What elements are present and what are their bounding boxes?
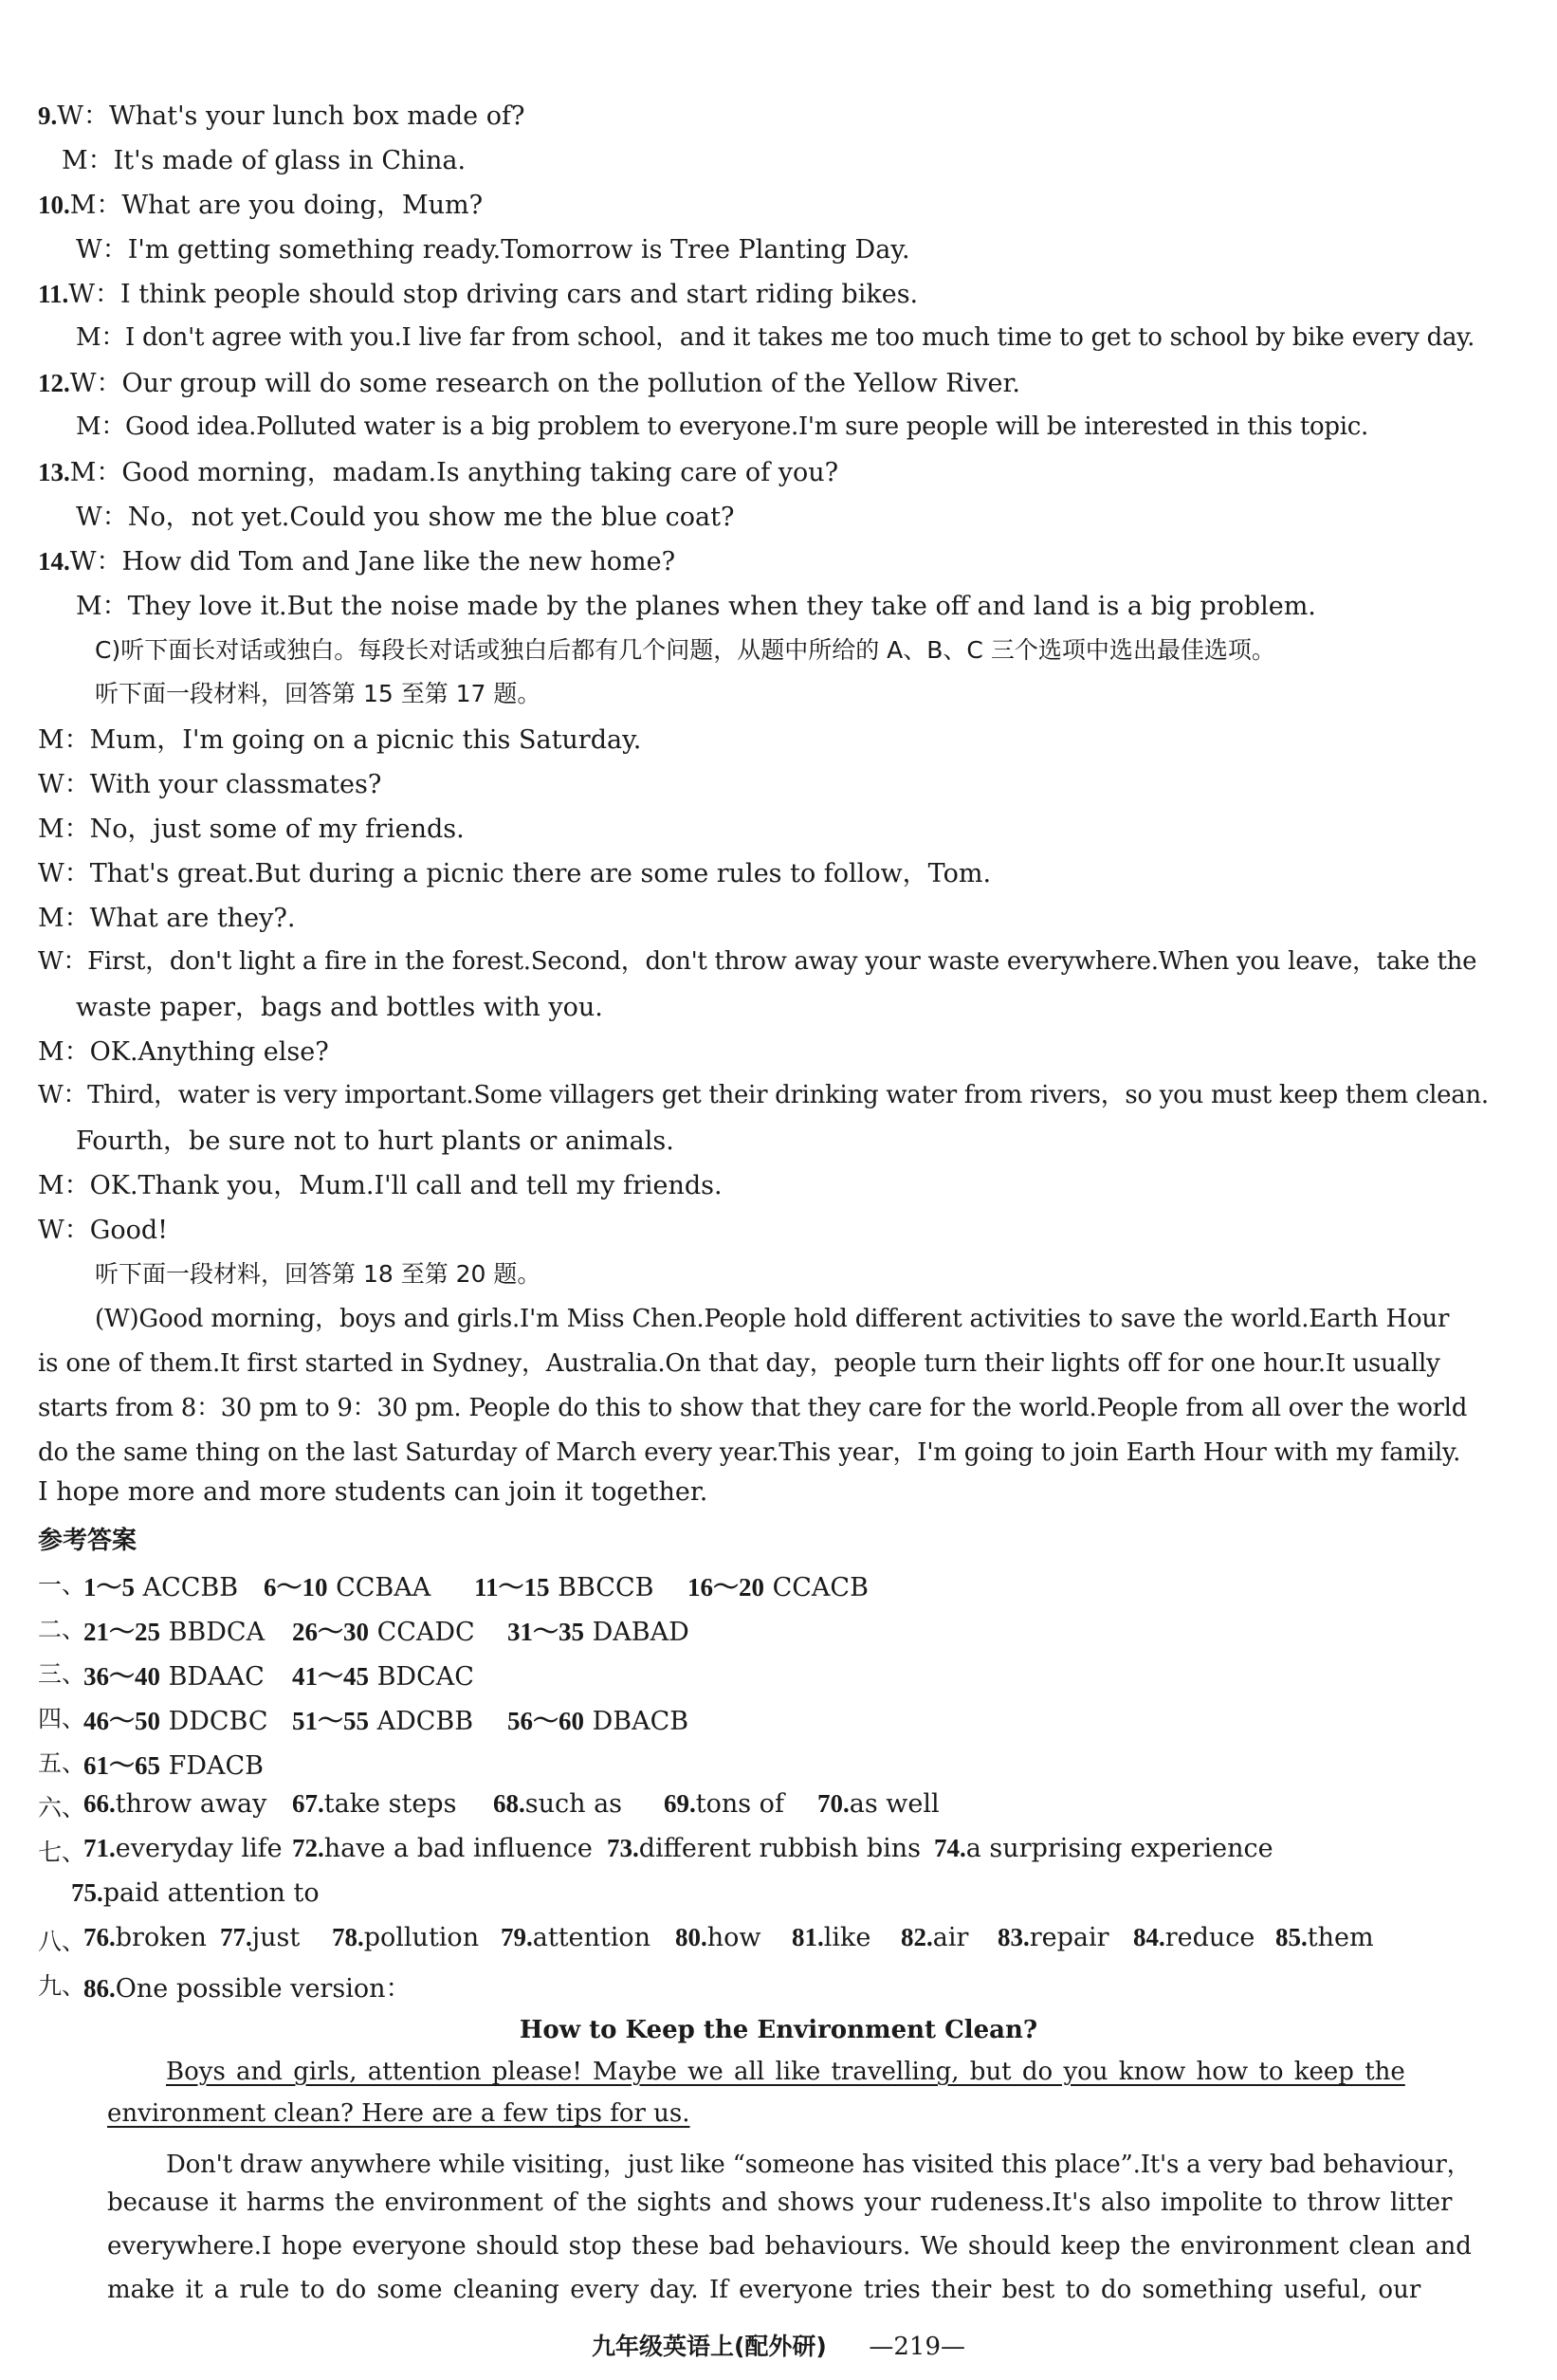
page-footer [0, 2328, 1557, 2362]
item-number: 75. [71, 1878, 103, 1907]
answers-heading: 参考答案 [38, 1527, 137, 1555]
section-label: 四、 [38, 1705, 86, 1732]
answer-value: FDACB [168, 1751, 264, 1781]
book-title: 九年级英语上(配外研) [591, 2333, 827, 2360]
answer-value: CCADC [376, 1618, 475, 1647]
dialogue-line: W：No，not yet.Could you show me the blue coat? [76, 503, 735, 532]
item-number: 78. [332, 1923, 364, 1951]
section-label: 七、 [38, 1839, 86, 1866]
conversation-line: Fourth，be sure not to hurt plants or animals. [76, 1126, 674, 1156]
dialogue-line: W：How did Tom and Jane like the new home? [69, 547, 676, 577]
item-number: 84. [1133, 1923, 1165, 1951]
essay-line: because it harms the environment of the sights and shows your rudeness.It's also impolite to throw litter [107, 2188, 1453, 2217]
dialogue-line: W：I think people should stop driving cars and start riding bikes. [68, 280, 919, 309]
answer-value: CCBAA [336, 1573, 431, 1602]
dialogue-line: M：I don't agree with you.I live far from school，and it takes me too much time to get to school by bike every day. [76, 323, 1475, 352]
item-number: 13. [38, 458, 70, 486]
section-label: 三、 [38, 1660, 86, 1688]
answer-value: a surprising experience [965, 1834, 1273, 1863]
answer-value: reduce [1164, 1923, 1255, 1952]
item-number: 70. [817, 1789, 850, 1818]
item-number: 71. [83, 1834, 116, 1862]
answer-value: different rubbish bins [638, 1834, 922, 1863]
answer-value: such as [524, 1789, 623, 1819]
conversation-line: M：No，just some of my friends. [38, 815, 465, 844]
answer-value: BBCCB [558, 1573, 654, 1602]
answer-range: 41～45 [292, 1662, 369, 1691]
answer-range: 56～60 [507, 1707, 584, 1735]
section-label: 五、 [38, 1749, 86, 1777]
answer-value: BDCAC [376, 1662, 474, 1692]
item-number: 12. [38, 369, 70, 397]
section-c-instruction: C)听下面长对话或独白。每段长对话或独白后都有几个问题，从题中所给的 A、B、C 三个选项中选出最佳选项。 [95, 636, 1275, 664]
dialogue-line: W：I'm getting something ready.Tomorrow is Tree Planting Day. [76, 235, 910, 265]
section-label: 一、 [38, 1571, 86, 1599]
item-number: 83. [998, 1923, 1030, 1951]
dialogue-line: W：What's your lunch box made of? [57, 101, 525, 131]
conversation-line: M：What are they?. [38, 904, 296, 933]
answer-value: have a bad influence [323, 1834, 593, 1863]
answer-value: ADCBB [376, 1707, 474, 1736]
monologue-line: starts from 8：30 pm to 9：30 pm. People do this to show that they care for the world.People from all over the world [38, 1394, 1468, 1422]
answer-value: CCACB [772, 1573, 869, 1602]
answer-value: broken [115, 1923, 207, 1952]
monologue-line: do the same thing on the last Saturday of March every year.This year，I'm going to join Earth Hour with my family. [38, 1438, 1461, 1467]
answer-value: how [706, 1923, 761, 1952]
essay-line: make it a rule to do some cleaning every day. If everyone tries their best to do something useful, our [107, 2276, 1421, 2304]
item-number: 74. [934, 1834, 966, 1862]
item-number: 10. [38, 191, 70, 219]
answer-value: BBDCA [168, 1618, 266, 1647]
answer-range: 51～55 [292, 1707, 369, 1735]
item-number: 72. [292, 1834, 324, 1862]
answer-value: air [932, 1923, 969, 1952]
answer-value: just [251, 1923, 301, 1952]
essay-line: environment clean? Here are a few tips for us. [107, 2099, 690, 2128]
item-number: 82. [901, 1923, 933, 1951]
item-number: 66. [83, 1789, 116, 1818]
intro-18-20: 听下面一段材料，回答第 18 至第 20 题。 [95, 1260, 541, 1288]
conversation-line: M：OK.Thank you，Mum.I'll call and tell my friends. [38, 1171, 723, 1200]
dialogue-line: W：Our group will do some research on the pollution of the Yellow River. [69, 369, 1020, 398]
answer-value: attention [532, 1923, 651, 1952]
answer-value: One possible version： [115, 1974, 412, 2004]
dialogue-line: M：They love it.But the noise made by the planes when they take off and land is a big problem. [76, 592, 1316, 621]
section-label: 九、 [38, 1972, 86, 2000]
item-number: 80. [675, 1923, 707, 1951]
answer-range: 46～50 [83, 1707, 160, 1735]
answer-value: DABAD [592, 1618, 689, 1647]
answer-range: 16～20 [687, 1573, 764, 1602]
conversation-line: W：Third，water is very important.Some villagers get their drinking water from rivers，so you must keep them clean. [38, 1081, 1489, 1109]
monologue-line: (W)Good morning，boys and girls.I'm Miss Chen.People hold different activities to save the world.Earth Hour [95, 1305, 1450, 1333]
intro-15-17: 听下面一段材料，回答第 15 至第 17 题。 [95, 680, 541, 707]
section-label: 八、 [38, 1928, 86, 1955]
monologue-line: is one of them.It first started in Sydney，Australia.On that day，people turn their lights off for one hour.It usually [38, 1349, 1440, 1378]
item-number: 77. [220, 1923, 252, 1951]
item-number: 67. [292, 1789, 324, 1818]
answer-range: 11～15 [474, 1573, 550, 1602]
answer-value: them [1307, 1923, 1374, 1952]
monologue-line: I hope more and more students can join it together. [38, 1477, 708, 1507]
page-number: —219— [869, 2333, 966, 2361]
answer-range: 26～30 [292, 1618, 369, 1646]
item-number: 9. [38, 101, 58, 130]
conversation-line: M：Mum，I'm going on a picnic this Saturday. [38, 725, 642, 755]
conversation-line: waste paper，bags and bottles with you. [76, 993, 603, 1022]
answer-value: tons of [695, 1789, 784, 1819]
answer-value: paid attention to [102, 1878, 320, 1908]
answer-value: DBACB [592, 1707, 689, 1736]
essay-title: How to Keep the Environment Clean? [519, 2016, 1038, 2044]
conversation-line: W：First，don't light a fire in the forest.Second，don't throw away your waste everywhere.When you leave，take the [38, 947, 1477, 976]
answer-value: throw away [115, 1789, 267, 1819]
section-label: 六、 [38, 1794, 86, 1822]
item-number: 14. [38, 547, 70, 576]
item-number: 68. [493, 1789, 525, 1818]
dialogue-line: M：Good idea.Polluted water is a big problem to everyone.I'm sure people will be interested in this topic. [76, 412, 1368, 441]
answer-value: repair [1029, 1923, 1109, 1952]
answer-range: 31～35 [507, 1618, 584, 1646]
conversation-line: W：Good! [38, 1216, 168, 1245]
answer-value: as well [849, 1789, 940, 1819]
answer-range: 36～40 [83, 1662, 160, 1691]
answer-range: 1～5 [83, 1573, 135, 1602]
dialogue-line: M：Good morning，madam.Is anything taking care of you? [69, 458, 839, 487]
item-number: 81. [792, 1923, 824, 1951]
essay-line: everywhere.I hope everyone should stop these bad behaviours. We should keep the environment clean and [107, 2232, 1472, 2261]
item-number: 86. [83, 1974, 116, 2003]
item-number: 85. [1275, 1923, 1308, 1951]
conversation-line: M：OK.Anything else? [38, 1037, 329, 1067]
conversation-line: W：That's great.But during a picnic there are some rules to follow，Tom. [38, 859, 992, 888]
answer-value: everyday life [115, 1834, 283, 1863]
item-number: 79. [501, 1923, 533, 1951]
answer-range: 6～10 [264, 1573, 328, 1602]
answer-value: take steps [323, 1789, 457, 1819]
answer-value: pollution [363, 1923, 480, 1952]
item-number: 73. [607, 1834, 639, 1862]
answer-value: ACCBB [142, 1573, 239, 1602]
answer-range: 61～65 [83, 1751, 160, 1780]
dialogue-line: M：It's made of glass in China. [62, 146, 467, 175]
conversation-line: W：With your classmates? [38, 770, 382, 799]
answer-value: DDCBC [168, 1707, 268, 1736]
section-label: 二、 [38, 1616, 86, 1643]
item-number: 69. [664, 1789, 696, 1818]
item-number: 11. [38, 280, 69, 308]
essay-line: Boys and girls, attention please! Maybe we all like travelling, but do you know how to keep the [166, 2058, 1405, 2086]
item-number: 76. [83, 1923, 116, 1951]
dialogue-line: M：What are you doing，Mum? [69, 191, 484, 220]
essay-line: Don't draw anywhere while visiting，just like “someone has visited this place”.It's a very bad behaviour， [166, 2151, 1472, 2179]
answer-range: 21～25 [83, 1618, 160, 1646]
answer-value: like [823, 1923, 871, 1952]
answer-value: BDAAC [168, 1662, 265, 1692]
